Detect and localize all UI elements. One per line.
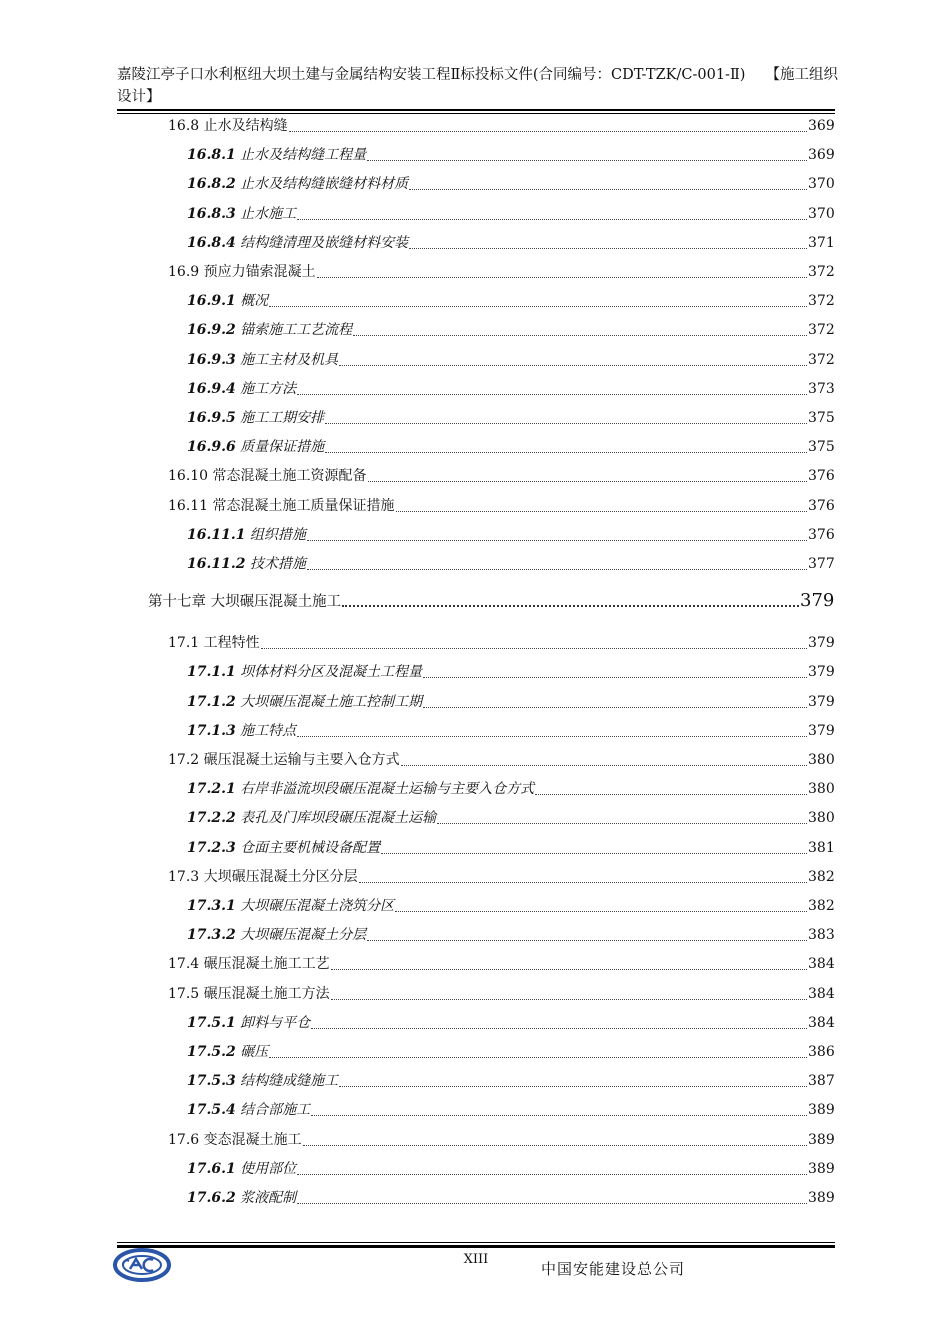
toc-dot-leader [359,865,807,883]
toc-entry-number: 17.3.2 [187,927,236,944]
toc-entry-title [187,1098,310,1122]
header-line-2: 设计】 [117,89,161,105]
toc-entry-number: 16.8.1 [187,147,236,164]
toc-entry-number: 17.2.1 [187,781,236,798]
toc-dot-leader [367,923,807,941]
toc-entry-title [187,1011,310,1035]
toc-entry[interactable] [187,894,834,918]
toc-entry-number: 17.5 [168,985,200,1002]
toc-entry-title [187,806,436,830]
toc-entry-number: 16.8.4 [187,234,236,251]
toc-dot-leader [368,464,807,482]
toc-entry[interactable] [187,777,834,801]
toc-entry-text: 大坝碾压混凝土分区分层 [203,868,358,885]
toc-entry-number: 第十七章 [148,594,206,611]
toc-entry-page: 375 [808,410,835,426]
company-logo [113,1247,171,1283]
toc-entry-title [187,523,306,547]
toc-entry-text: 常态混凝土施工质量保证措施 [212,497,395,514]
toc-entry[interactable] [168,982,834,1006]
toc-dot-leader [325,406,807,424]
toc-entry-number: 16.9.6 [187,439,236,456]
toc-entry-page: 386 [808,1044,835,1060]
toc-dot-leader [339,1069,807,1087]
toc-entry[interactable] [187,435,834,459]
toc-entry-text: 工程特性 [203,635,260,652]
toc-entry-title [168,982,330,1006]
toc-dot-leader [311,1011,807,1029]
toc-dot-leader [331,982,807,1000]
toc-entry-text: 右岸非溢流坝段碾压混凝土运输与主要入仓方式 [240,781,535,798]
toc-dot-leader [423,660,807,678]
toc-dot-leader [289,114,807,132]
toc-entry-page: 369 [808,118,835,134]
toc-entry[interactable] [168,1128,834,1152]
toc-entry-title [168,114,288,138]
toc-entry-number: 16.9.2 [187,322,236,339]
toc-entry-title [187,406,324,430]
toc-entry-page: 377 [808,556,835,572]
toc-dot-leader [353,318,807,336]
toc-entry-text: 止水及结构缝嵌缝材料材质 [240,176,409,193]
toc-dot-leader [325,435,807,453]
toc-entry-page: 380 [808,810,835,827]
toc-dot-leader [339,348,807,366]
toc-entry-page: 383 [808,927,835,944]
toc-entry-page: 389 [808,1160,835,1177]
toc-entry-number: 17.2.2 [187,810,236,827]
toc-entry-number: 16.8.3 [187,205,236,222]
toc-entry-number: 17.6.2 [187,1190,236,1206]
toc-entry-title [187,231,408,255]
toc-entry-title [187,923,366,947]
toc-entry-text: 结构缝清理及嵌缝材料安装 [240,234,409,251]
header-line-1 [117,64,837,86]
toc-entry-text: 碾压混凝土施工方法 [203,985,330,1002]
toc-entry-title [187,777,534,801]
toc-dot-leader [423,690,807,708]
toc-entry-number: 17.2.3 [187,839,236,856]
toc-dot-leader [307,523,807,541]
header-section-tag: 【施工组织 [765,67,838,83]
toc-entry-number: 17.5.2 [187,1044,236,1060]
toc-entry-page: 389 [808,1131,835,1148]
toc-entry[interactable] [187,660,834,684]
toc-entry[interactable] [168,748,834,772]
toc-entry-text: 大坝碾压混凝土分层 [240,927,367,944]
toc-entry-number: 17.1.1 [187,664,236,681]
toc-entry-page: 379 [808,635,835,652]
toc-dot-leader [342,589,799,607]
toc-entry-page: 372 [808,264,835,280]
toc-entry-page: 380 [808,781,835,798]
toc-entry-title [168,260,316,284]
toc-entry-number: 17.5.1 [187,1014,236,1031]
toc-entry-page: 373 [808,380,835,397]
toc-entry-page: 389 [808,1102,835,1119]
toc-entry-page: 382 [808,868,835,885]
toc-entry-title [187,1069,338,1093]
toc-entry-page: 384 [808,985,835,1002]
toc-entry-number: 17.4 [168,956,200,973]
toc-dot-leader [269,289,807,307]
toc-entry-title [168,952,330,976]
toc-entry-title [187,1186,296,1210]
toc-entry-text: 浆液配制 [240,1190,297,1206]
toc-entry-page: 375 [808,439,835,456]
toc-entry-text: 坝体材料分区及混凝土工程量 [240,664,423,681]
toc-entry-number: 17.1 [168,635,200,652]
toc-entry-number: 16.9.5 [187,410,236,426]
toc-entry[interactable] [168,260,834,284]
toc-entry-page: 382 [808,898,835,914]
toc-entry[interactable] [187,202,834,226]
toc-entry-text: 施工工期安排 [240,410,325,426]
toc-dot-leader [297,719,807,737]
toc-entry-text: 使用部位 [240,1160,297,1177]
toc-entry-page: 369 [808,147,835,164]
toc-entry-text: 碾压混凝土运输与主要入仓方式 [203,752,400,768]
toc-dot-leader [367,143,807,161]
toc-entry-text: 仓面主要机械设备配置 [240,839,381,856]
toc-entry-text: 止水施工 [240,205,297,222]
toc-entry-title [168,748,400,772]
toc-entry-text: 施工方法 [240,380,297,397]
toc-entry[interactable] [187,348,834,372]
toc-entry-page: 370 [808,205,835,222]
toc-entry-text: 大坝碾压混凝土施工 [210,594,342,611]
toc-entry-text: 大坝碾压混凝土施工控制工期 [240,693,423,710]
toc-entry-title [168,1128,302,1152]
toc-dot-leader [303,1128,807,1146]
toc-entry[interactable] [168,865,834,889]
toc-dot-leader [381,836,807,854]
toc-entry[interactable] [187,1186,834,1210]
toc-dot-leader [409,172,807,190]
toc-dot-leader [261,631,807,649]
toc-entry-number: 17.3.1 [187,898,236,914]
toc-entry-page: 380 [808,752,835,768]
toc-entry-title [187,377,296,401]
document-header [117,64,837,108]
toc-entry-title [187,202,296,226]
toc-dot-leader [395,894,807,912]
toc-entry-number: 16.8.2 [187,176,236,193]
toc-entry-page: 387 [808,1073,835,1090]
toc-entry-number: 17.5.4 [187,1102,236,1119]
toc-entry-title [187,435,324,459]
toc-dot-leader [297,1186,807,1204]
toc-entry-text: 质量保证措施 [240,439,325,456]
toc-entry-page: 379 [808,664,835,681]
toc-dot-leader [331,952,807,970]
toc-dot-leader [297,202,807,220]
toc-entry-page: 379 [808,722,835,739]
toc-entry-title [168,631,260,655]
toc-entry-number: 16.8 [168,118,200,134]
toc-chapter-entry[interactable] [148,589,834,613]
toc-entry[interactable] [187,719,834,743]
toc-entry-number: 17.6 [168,1131,200,1148]
toc-entry-text: 大坝碾压混凝土浇筑分区 [240,898,395,914]
toc-entry-page: 384 [808,1014,835,1031]
toc-entry-page: 379 [808,693,835,710]
toc-entry-number: 16.11.1 [187,526,246,543]
toc-entry[interactable] [187,690,834,714]
toc-dot-leader [396,494,807,512]
toc-dot-leader [401,748,807,766]
toc-entry-text: 概况 [240,293,269,310]
toc-entry-number: 16.9 [168,264,200,280]
toc-dot-leader [297,377,807,395]
toc-entry-page: 372 [808,322,835,339]
toc-entry[interactable] [187,552,834,576]
toc-entry-title [187,172,408,196]
toc-entry-title [187,1157,296,1181]
toc-entry-title [187,289,268,313]
toc-entry-title [187,690,422,714]
toc-entry[interactable] [168,114,834,138]
page-number: XIII [463,1252,489,1267]
toc-entry[interactable] [187,377,834,401]
toc-dot-leader [269,1040,807,1058]
toc-dot-leader [297,1157,807,1175]
toc-entry[interactable] [187,1011,834,1035]
footer-rule [117,1242,835,1248]
toc-entry-number: 17.5.3 [187,1073,236,1090]
toc-entry-text: 施工特点 [240,722,297,739]
toc-entry[interactable] [187,143,834,167]
toc-entry-title [187,660,422,684]
toc-entry[interactable] [187,523,834,547]
toc-entry-text: 施工主材及机具 [240,351,339,368]
toc-entry-text: 常态混凝土施工资源配备 [212,468,367,485]
toc-entry-number: 17.1.3 [187,722,236,739]
toc-entry-page: 376 [808,468,835,485]
toc-entry-text: 止水及结构缝工程量 [240,147,367,164]
toc-entry-text: 预应力锚索混凝土 [203,264,316,280]
toc-entry-text: 结合部施工 [240,1102,311,1119]
toc-entry-number: 16.9.1 [187,293,236,310]
toc-entry-title [168,494,395,518]
toc-entry-title [187,143,366,167]
toc-entry[interactable] [187,1157,834,1181]
toc-entry-page: 376 [808,526,835,543]
toc-entry-title [187,836,380,860]
toc-entry[interactable] [187,1098,834,1122]
toc-entry-title [187,318,352,342]
toc-dot-leader [535,777,807,795]
toc-entry-text: 卸料与平仓 [240,1014,311,1031]
toc-entry-title [187,552,306,576]
toc-entry-number: 17.3 [168,868,200,885]
toc-entry-text: 表孔及门库坝段碾压混凝土运输 [240,810,437,827]
toc-entry-page: 370 [808,176,835,193]
toc-entry[interactable] [187,806,834,830]
toc-entry[interactable] [187,1069,834,1093]
toc-entry[interactable] [168,464,834,488]
toc-dot-leader [307,552,807,570]
toc-entry-title [187,719,296,743]
toc-entry[interactable] [187,318,834,342]
toc-dot-leader [409,231,807,249]
toc-dot-leader [311,1098,807,1116]
toc-entry-title [187,1040,268,1064]
toc-entry-title [187,894,394,918]
toc-entry[interactable] [168,494,834,518]
header-title: 嘉陵江亭子口水利枢纽大坝土建与金属结构安装工程Ⅱ标投标文件(合同编号：CDT-TZK/C-001-Ⅱ) [117,67,746,83]
toc-entry-text: 变态混凝土施工 [203,1131,302,1148]
toc-entry-title [168,464,367,488]
toc-entry-title [168,865,358,889]
toc-entry[interactable] [187,406,834,430]
toc-entry-text: 止水及结构缝 [203,118,288,134]
toc-entry[interactable] [168,952,834,976]
toc-entry[interactable] [168,631,834,655]
toc-dot-leader [437,806,807,824]
toc-entry-text: 碾压混凝土施工工艺 [203,956,330,973]
toc-entry-text: 组织措施 [249,526,306,543]
toc-entry-number: 16.10 [168,468,209,485]
toc-entry[interactable] [187,836,834,860]
toc-entry-title [187,348,338,372]
toc-entry-number: 16.11.2 [187,556,246,572]
toc-entry-number: 16.9.4 [187,380,236,397]
toc-entry[interactable] [187,231,834,255]
toc-entry-number: 16.11 [168,497,209,514]
toc-entry-page: 372 [808,293,835,310]
toc-entry-text: 碾压 [240,1044,269,1060]
toc-entry-number: 17.1.2 [187,693,236,710]
toc-entry-number: 17.6.1 [187,1160,236,1177]
toc-entry-page: 381 [808,839,835,856]
toc-entry-title [148,590,341,614]
toc-entry-page: 372 [808,351,835,368]
toc-entry-page: 371 [808,234,835,251]
toc-entry-page: 379 [800,590,835,612]
toc-entry[interactable] [187,172,834,196]
toc-dot-leader [317,260,807,278]
toc-entry[interactable] [187,923,834,947]
toc-entry-page: 384 [808,956,835,973]
toc-entry-text: 技术措施 [249,556,306,572]
toc-entry-page: 376 [808,497,835,514]
company-name: 中国安能建设总公司 [541,1260,686,1278]
toc-entry[interactable] [187,1040,834,1064]
toc-entry-text: 结构缝成缝施工 [240,1073,339,1090]
toc-entry[interactable] [187,289,834,313]
toc-entry-page: 389 [808,1190,835,1206]
toc-entry-number: 17.2 [168,752,200,768]
toc-entry-number: 16.9.3 [187,351,236,368]
toc-entry-text: 锚索施工工艺流程 [240,322,353,339]
